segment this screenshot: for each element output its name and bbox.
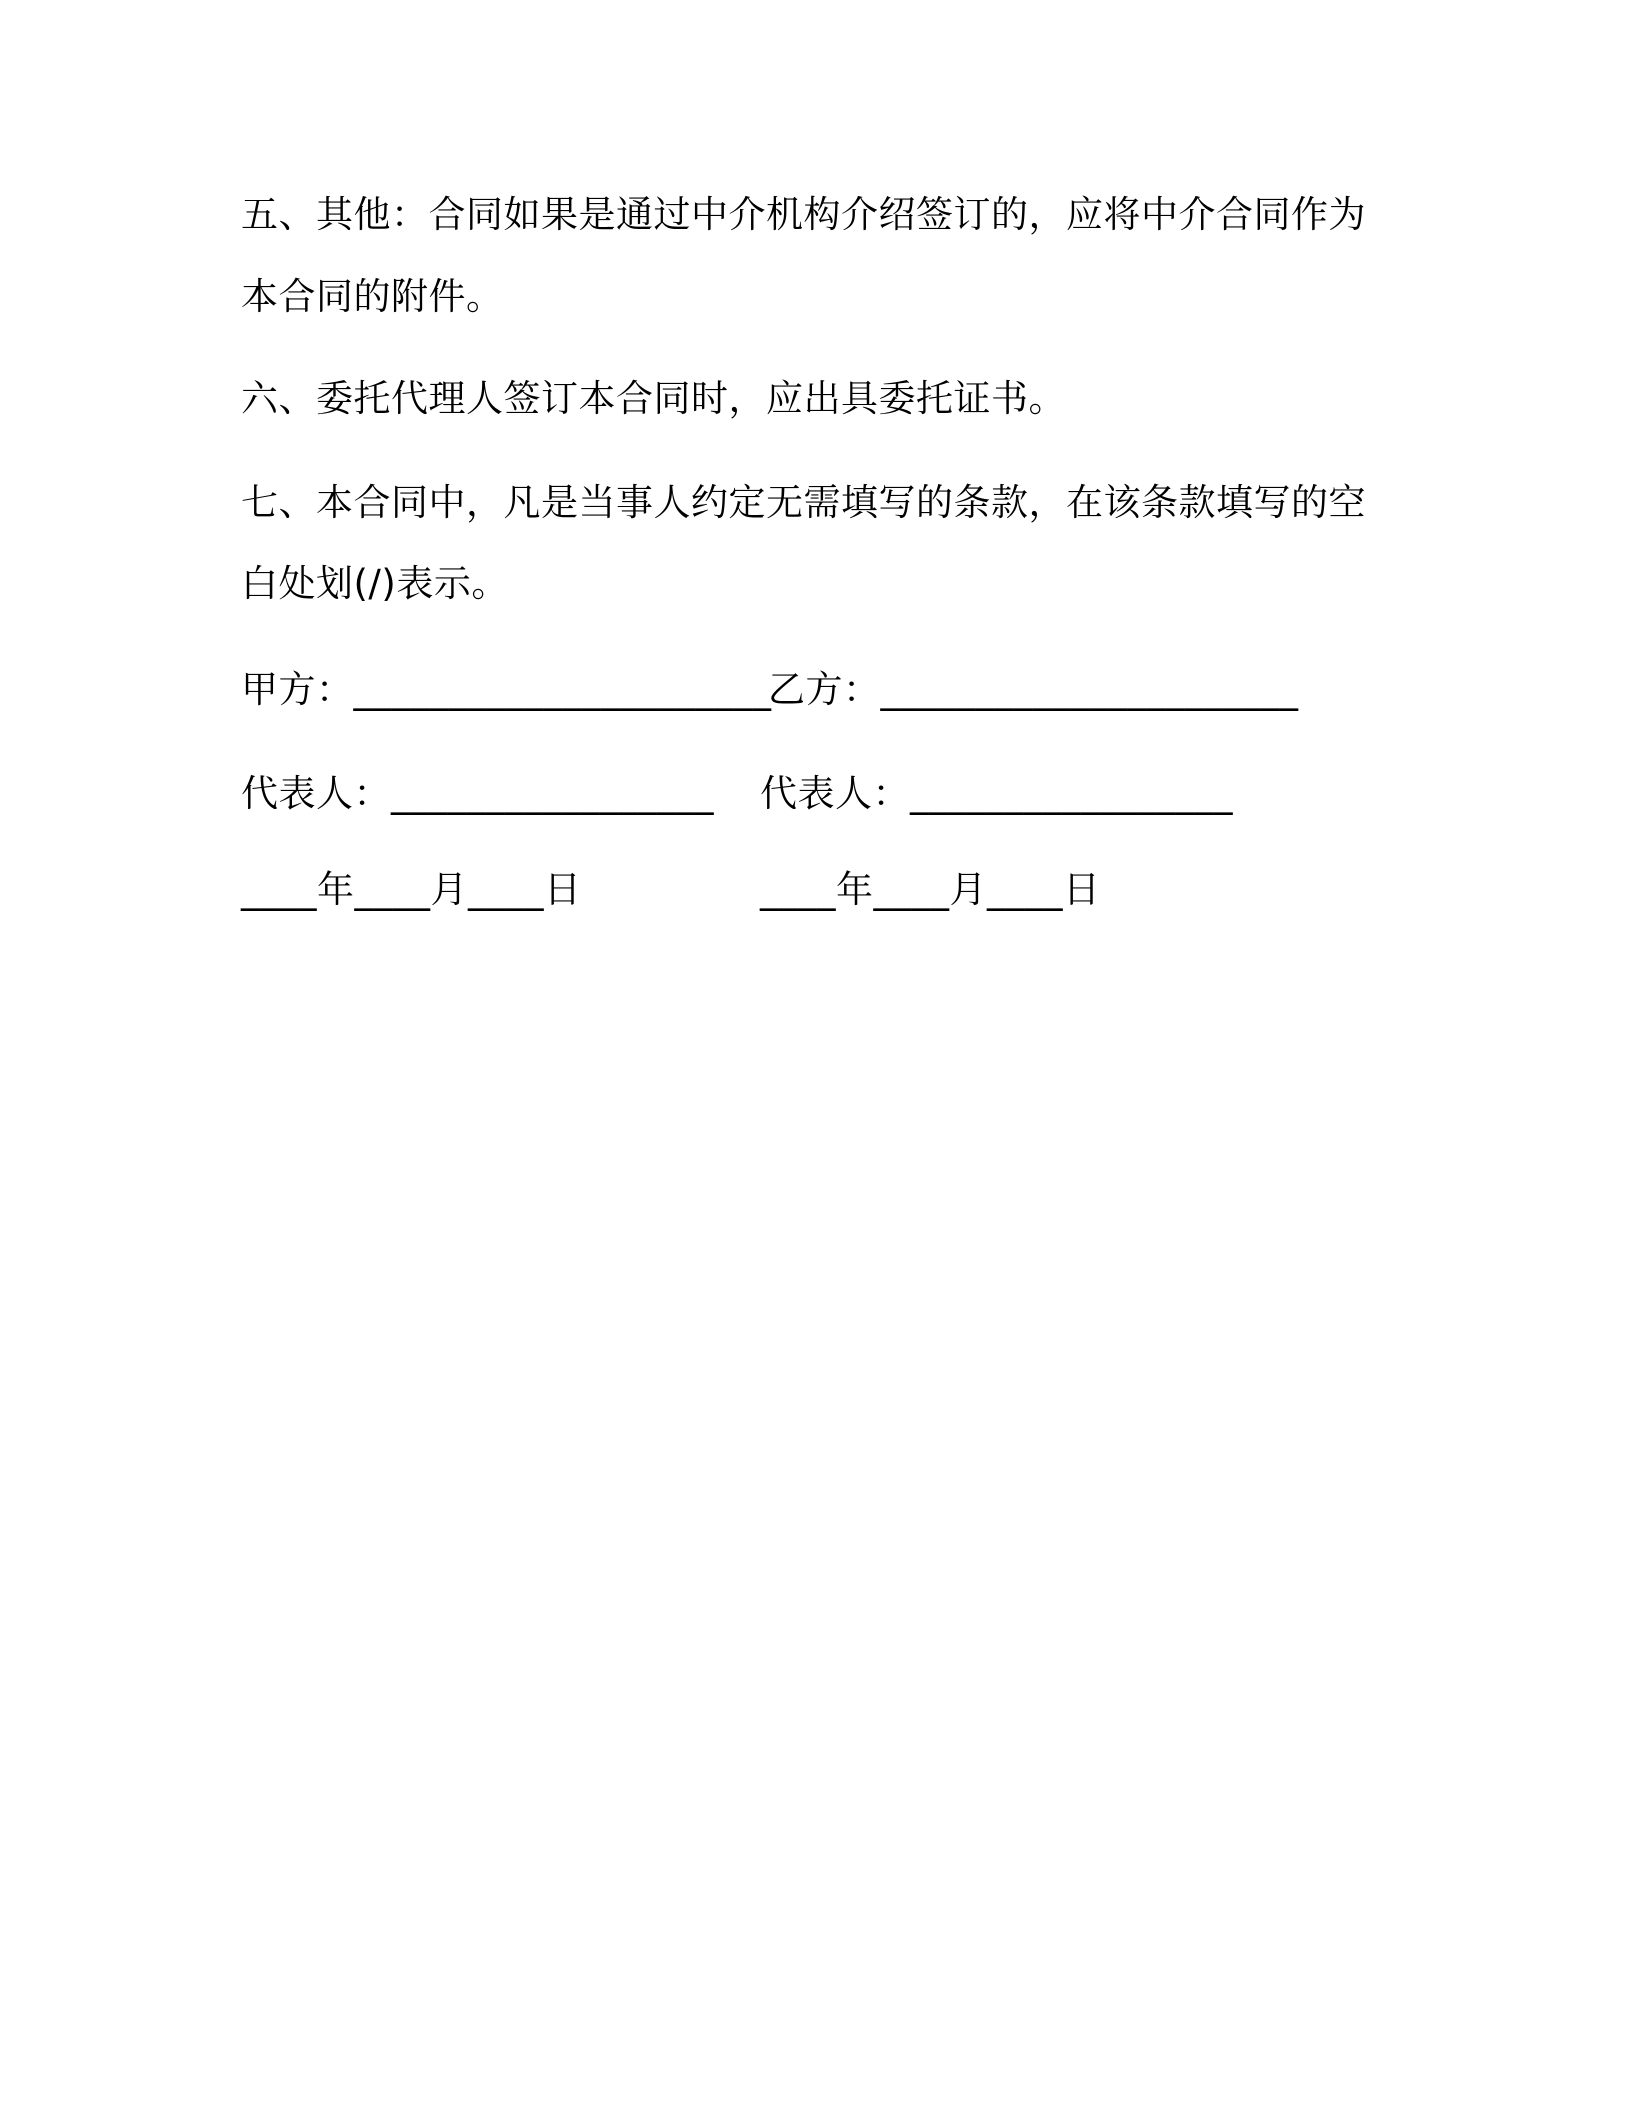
party-a-date-line: ____年____月____日 [241, 868, 582, 911]
party-a-representative-line: 代表人：_________________ [241, 772, 714, 815]
clause-seven-line-1: 七、本合同中，凡是当事人约定无需填写的条款，在该条款填写的空 [241, 481, 1366, 524]
clause-five-line-1: 五、其他：合同如果是通过中介机构介绍签订的，应将中介合同作为 [241, 193, 1366, 236]
party-b-signature-line: 乙方：______________________ [768, 668, 1299, 711]
clause-five-line-2: 本合同的附件。 [241, 275, 504, 318]
clause-six: 六、委托代理人签订本合同时，应出具委托证书。 [241, 377, 1066, 420]
clause-seven-line-2: 白处划(/)表示。 [241, 562, 509, 605]
party-b-date-line: ____年____月____日 [760, 868, 1101, 911]
party-a-signature-line: 甲方：______________________ [241, 668, 772, 711]
party-b-representative-line: 代表人：_________________ [760, 772, 1233, 815]
